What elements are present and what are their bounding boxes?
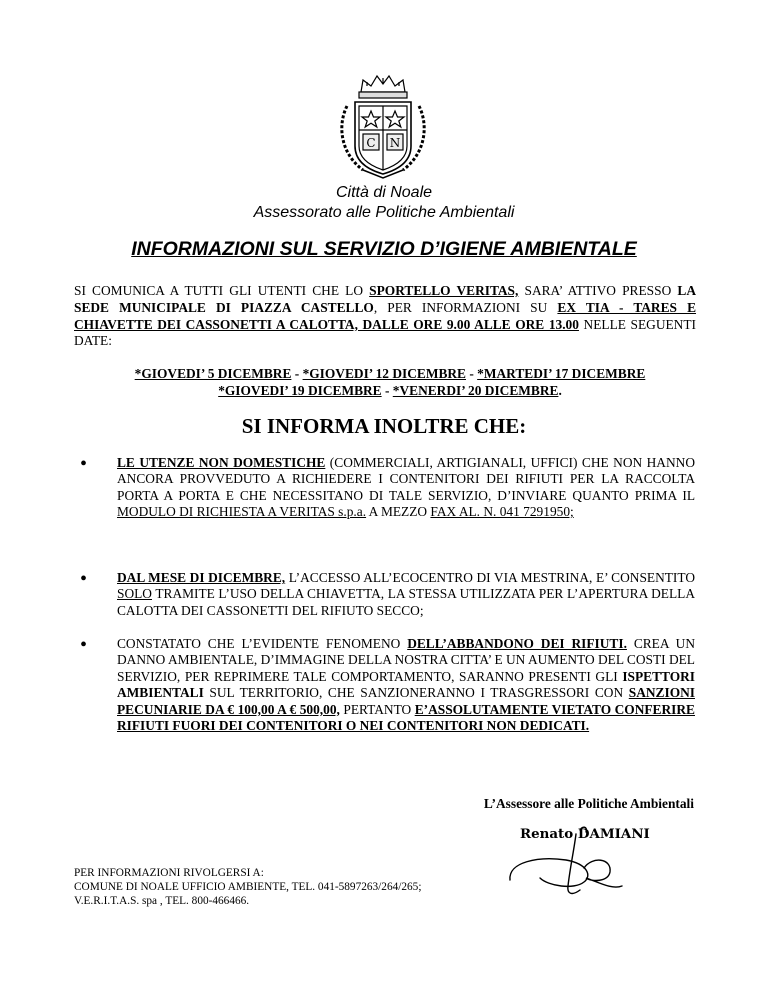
intro-text: SARA’ ATTIVO PRESSO: [518, 283, 678, 298]
document-title: INFORMAZIONI SUL SERVIZIO D’IGIENE AMBIENTALE: [131, 238, 637, 260]
bullet-icon: •: [80, 634, 88, 656]
footer-line: PER INFORMAZIONI RIVOLGERSI A:: [74, 867, 264, 879]
date-item: *VENERDI’ 20 DICEMBRE: [392, 382, 559, 398]
info-item-ecocentre: [117, 570, 695, 619]
section-heading: SI INFORMA INOLTRE CHE:: [241, 414, 527, 438]
date-end: .: [558, 382, 562, 398]
date-separator: -: [291, 366, 303, 381]
date-item: *GIOVEDI’ 12 DICEMBRE: [302, 366, 466, 381]
intro-highlight-office: SPORTELLO VERITAS,: [369, 283, 519, 298]
item-keyword: E’ASSOLUTAMENTE VIETATO CONFERIRE RIFIUTI FUORI DEI CONTENITORI O NEI CONTENITORI NON DEDICATI.: [117, 701, 695, 734]
date-item: *MARTEDI’ 17 DICEMBRE: [477, 366, 646, 381]
intro-highlight-location: LA SEDE MUNICIPALE DI PIAZZA CASTELLO: [74, 283, 696, 315]
footer-line: V.E.R.I.T.A.S. spa , TEL. 800-466466.: [74, 895, 250, 908]
date-item: *GIOVEDI’ 19 DICEMBRE: [218, 382, 382, 398]
item-text: PERTANTO: [339, 701, 415, 717]
item-underlined: FAX AL. N. 041 7291950;: [430, 504, 574, 520]
intro-text: NELLE SEGUENTI DATE:: [74, 316, 696, 349]
intro-highlight-topics: EX TIA - TARES E CHIAVETTE DEI CASSONETTI A CALOTTA, DALLE ORE 9.00 ALLE ORE 13.00: [74, 299, 697, 332]
city-name: Città di Noale: [335, 184, 433, 201]
footer-line: COMUNE DI NOALE UFFICIO AMBIENTE, TEL. 041-5897263/264/265;: [74, 881, 422, 894]
department-name: Assessorato alle Politiche Ambientali: [253, 204, 515, 221]
intro-paragraph: [74, 283, 696, 350]
contact-footer: [74, 866, 534, 909]
bullet-icon: •: [80, 568, 88, 590]
item-text: CONSTATATO CHE L’EVIDENTE FENOMENO: [117, 636, 408, 651]
item-text: L’ACCESSO ALL’ECOCENTRO DI VIA MESTRINA, E’ CONSENTITO: [285, 570, 695, 585]
item-text: CREA UN DANNO AMBIENTALE, D’IMMAGINE DELLA NOSTRA CITTA’ E UN AUMENTO DEL COSTI DEL SERVIZIO, PER REPRIMERE TALE COMPORTAMENTO, SARANNO PRESENTI GLI: [117, 636, 696, 684]
item-underlined: SOLO: [117, 586, 152, 602]
city-crest-logo: [323, 66, 443, 186]
item-keyword: DAL MESE DI DICEMBRE,: [117, 570, 286, 585]
signatory-name: Renato DAMIANI: [520, 826, 650, 842]
date-separator: -: [466, 366, 478, 381]
info-item-abandonment: [117, 636, 695, 734]
info-item-non-domestic: [117, 455, 695, 521]
item-text: SUL TERRITORIO, CHE SANZIONERANNO I TRASGRESSORI CON: [203, 685, 629, 701]
signatory-role: L’Assessore alle Politiche Ambientali: [483, 796, 694, 811]
item-text: A MEZZO: [366, 504, 431, 520]
item-text: (COMMERCIALI, ARTIGIANALI, UFFICI) CHE NON HANNO ANCORA PROVVEDUTO A RICHIEDERE I CONTENITORI DEI RIFIUTI PER LA RACCOLTA PORTA A PORTA E CHE NECESSITANO DI TALE SERVIZIO, D’INVIARE QUANTO PRIMA IL: [117, 455, 695, 503]
intro-text: SI COMUNICA A TUTTI GLI UTENTI CHE LO: [74, 283, 370, 298]
dates-list: [90, 366, 690, 400]
item-underlined: MODULO DI RICHIESTA A VERITAS s.p.a.: [117, 504, 367, 520]
item-text: TRAMITE L’USO DELLA CHIAVETTA, LA STESSA UTILIZZATA PER L’APERTURA DELLA CALOTTA DEI CASSONETTI DEL RIFIUTO SECCO;: [117, 586, 695, 618]
date-item: *GIOVEDI’ 5 DICEMBRE: [134, 366, 292, 381]
date-separator: -: [381, 382, 393, 398]
item-keyword: LE UTENZE NON DOMESTICHE: [117, 455, 326, 470]
crest-letter-right: N: [389, 136, 401, 150]
intro-text: , PER INFORMAZIONI SU: [373, 299, 558, 315]
item-keyword: DELL’ABBANDONO DEI RIFIUTI.: [407, 636, 627, 651]
item-keyword: ISPETTORI AMBIENTALI: [117, 668, 695, 701]
bullet-icon: •: [80, 453, 88, 475]
item-keyword: SANZIONI PECUNIARIE DA € 100,00 A € 500,00,: [117, 685, 695, 717]
crest-letter-left: C: [366, 136, 376, 150]
